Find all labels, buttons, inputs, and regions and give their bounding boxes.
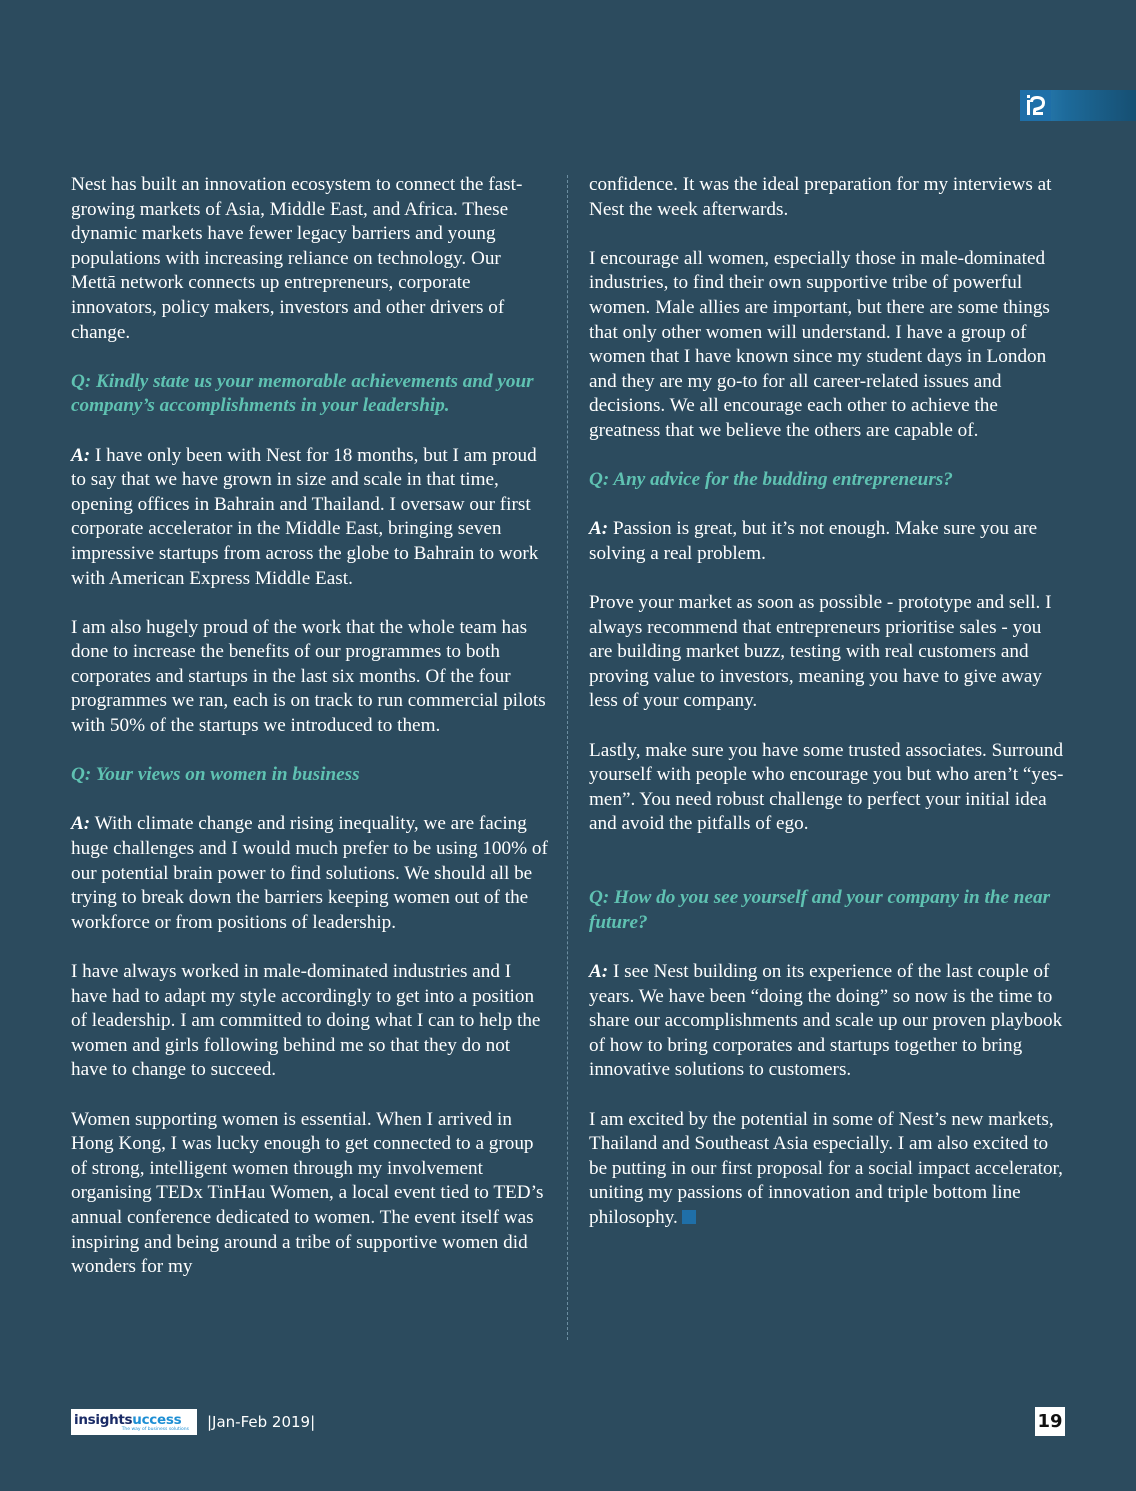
column-divider: [567, 175, 568, 1340]
paragraph: confidence. It was the ideal preparation for my interviews at Nest the week afterwards.: [589, 174, 1052, 220]
answer-paragraph: [71, 444, 549, 592]
paragraph: I have always worked in male-dominated industries and I have had to adapt my style accordingly to get into a position of leadership. I am committed to doing what I can to help the women and girls following behind me so that they do not have to change to succeed.: [71, 961, 541, 1081]
paragraph: Lastly, make sure you have some trusted associates. Surround yourself with people who encourage you but who aren’t “yes-men”. You need robust challenge to perfect your initial idea and avoid the pitfalls of ego.: [589, 739, 1064, 835]
closing-text: I am excited by the potential in some of Nest’s new markets, Thailand and Southeast Asia especially. I am also excited to be putting in our first proposal for a social impact accelerator, uniting my passions of innovation and triple bottom line philosophy.: [589, 1108, 1063, 1228]
answer-text: Passion is great, but it’s not enough. Make sure you are solving a real problem.: [589, 518, 1038, 564]
answer-text: With climate change and rising inequality, we are facing huge challenges and I would much prefer to be using 100% of our potential brain power to find solutions. We should all be trying to break down the barriers keeping women out of the workforce or from positions of leadership.: [71, 813, 548, 933]
paragraph: Prove your market as soon as possible - prototype and sell. I always recommend that entrepreneurs prioritise sales - you are building market buzz, testing with real customers and proving value to investors, meaning you have to give away less of your company.: [589, 592, 1052, 712]
right-column: [589, 173, 1067, 1255]
answer-marker: A:: [71, 813, 91, 835]
magazine-logo: [71, 1409, 197, 1435]
page-number: 19: [1035, 1407, 1065, 1436]
answer-marker: A:: [71, 444, 91, 466]
end-of-article-icon: [682, 1210, 696, 1224]
question-heading: Q: How do you see yourself and your company in the near future?: [589, 887, 1051, 933]
paragraph: I encourage all women, especially those in male-dominated industries, to find their own supportive tribe of powerful women. Male allies are important, but there are some things that only other women will understand. I have a group of women that I have known since my student days in London and they are my go-to for all career-related issues and decisions. We all encourage each other to achieve the greatness that we believe the others are capable of.: [589, 247, 1050, 441]
issue-date: |Jan-Feb 2019|: [207, 1413, 316, 1431]
logo-word-2: uccess: [132, 1411, 182, 1428]
paragraph: Women supporting women is essential. When I arrived in Hong Kong, I was lucky enough to get connected to a group of strong, intelligent women through my involvement organising TEDx TinHau Women, a local event tied to TED’s annual conference dedicated to women. The event itself was inspiring and being around a tribe of supportive women did wonders for my: [71, 1108, 544, 1278]
logo-wordmark: [74, 1413, 197, 1427]
answer-paragraph: [71, 812, 549, 935]
spacer: [589, 862, 1067, 887]
answer-text: I see Nest building on its experience of the last couple of years. We have been “doing the doing” so now is the time to share our accomplishments and scale up our proven playbook of how to bring corporates and startups together to bring innovative solutions to customers.: [589, 961, 1063, 1081]
answer-marker: A:: [589, 961, 609, 982]
question-heading: Q: Any advice for the budding entrepreneurs?: [589, 469, 953, 491]
answer-text: I have only been with Nest for 18 months, but I am proud to say that we have grown in size and scale in that time, opening offices in Bahrain and Thailand. I oversaw our first corporate accelerator in the Middle East, bringing seven impressive startups from across the globe to Bahrain to work with American Express Middle East.: [71, 444, 539, 589]
answer-marker: A:: [589, 518, 609, 540]
paragraph: [589, 1108, 1067, 1231]
question-heading: Q: Kindly state us your memorable achievements and your company’s accomplishments in your leadership.: [71, 370, 534, 417]
left-column: [71, 173, 549, 1304]
answer-paragraph: [589, 517, 1067, 566]
is-logo-icon: [1020, 90, 1051, 121]
paragraph: I am also hugely proud of the work that the whole team has done to increase the benefits of our programmes to both corporates and startups in the last six months. Of the four programmes we ran, each is on track to run commercial pilots with 50% of the startups we introduced to them.: [71, 616, 546, 737]
logo-tagline: The way of business solutions: [121, 1426, 189, 1432]
question-heading: Q: Your views on women in business: [71, 764, 360, 786]
paragraph: Nest has built an innovation ecosystem to connect the fast-growing markets of Asia, Middle East, and Africa. These dynamic markets have fewer legacy barriers and young populations with increasing reliance on technology. Our Mettā network connects up entrepreneurs, corporate innovators, policy makers, investors and other drivers of change.: [71, 174, 523, 343]
logo-word-1: insights: [74, 1411, 133, 1428]
answer-paragraph: [589, 960, 1067, 1083]
